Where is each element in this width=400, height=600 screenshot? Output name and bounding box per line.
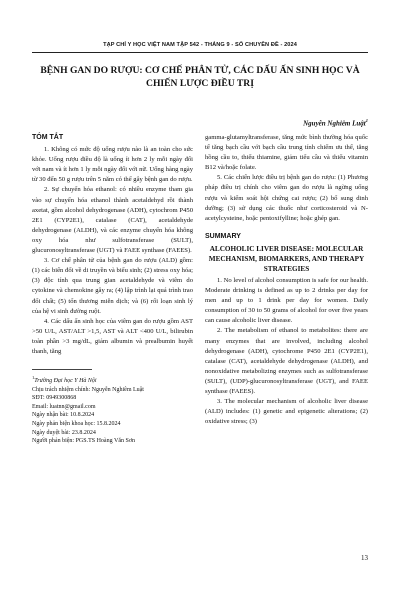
summary-vi-paragraph-continued: gamma-glutamyltransferase, tăng mức bình thường hóa quốc tế tăng bạch cầu với bạch cầu trung tính chiếm ưu thế, tăng hồng cầu to, thiếu thiamine, giảm tiểu cầu và thiếu vitamin B12 và/hoặc folate. <box>205 134 368 172</box>
summary-en-paragraph: 1. No level of alcohol consumption is safe for our health. Moderate drinking is defined as up to 2 drinks per day for men and up to 1 drink per day for women. Daily consumption of 30 to 50 grams of alcohol for over five years can cause alcoholic liver disease. <box>205 276 368 325</box>
left-column <box>32 133 193 446</box>
footnote-line: Ngày nhận bài: 10.8.2024 <box>32 412 95 419</box>
summary-vi-heading: TÓM TẮT <box>32 134 64 141</box>
footnote-line: Người phản biện: PGS.TS Hoàng Văn Sơn <box>32 438 135 445</box>
summary-vi-paragraph: 2. Sự chuyển hóa ethanol: có nhiều enzyme tham gia vào sự chuyển hóa ethanol thành acetaldehyd rồi thành axetat, gồm alcohol dehydrogenase (ADH), cytochrom P450 2E1 (CYP2E1), catalase (CAT), acetaldehyde dehydrogenase (ALDH), và các enzyme chuyển hóa không oxy hóa như sulfotransferase (SULT), glucuronosyltransferase (UGT) và FAEE synthase (FAEES). <box>32 186 193 255</box>
footnote-divider <box>32 369 92 370</box>
summary-vi-paragraph: 4. Các dấu ấn sinh học của viêm gan do rượu gồm AST >50 U/L, AST/ALT >1,5, AST và ALT <400 U/L, bilirubin toàn phần >3 mg/dL, giảm albumin và prealbumin huyết thanh, tăng <box>32 317 193 355</box>
author-affiliation-mark: 1 <box>365 118 368 123</box>
summary-en-paragraph: 3. The molecular mechanism of alcoholic liver disease (ALD) includes: (1) genetic and epigenetic alterations; (2) oxidative stress; (3) <box>205 398 368 426</box>
summary-en-paragraph: 2. The metabolism of ethanol to metabolites: there are many enzymes that are involved, including alcohol dehydrogenase (ADH), cytochrome P450 2E1 (CYP2E1), catalase (CAT), acetaldehyde dehydrogenase (ALDH), and nonoxidative metabolizing enzymes such as sulfotransferase (SULT), (UDP)-glucuronosyltransferase (UGT), and FAEE synthase (FAEES). <box>205 327 368 395</box>
footnote-line: Chịu trách nhiệm chính: Nguyễn Nghiêm Luật <box>32 386 144 393</box>
article-title: BỆNH GAN DO RƯỢU: CƠ CHẾ PHÂN TỬ, CÁC DẤU ẤN SINH HỌC VÀ CHIẾN LƯỢC ĐIỀU TRỊ <box>40 65 360 89</box>
summary-vi-paragraph: 5. Các chiến lược điều trị bệnh gan do rượu: (1) Phương pháp điều trị chính cho viêm gan do rượu là ngừng uống rượu và kiểm soát hội chứng cai rượu; (2) bổ sung dinh dưỡng; (3) sử dụng các thuốc như corticosteroid và N-acetylcysteine, hoặc pentoxifylline; hoặc ghép gan. <box>205 174 368 222</box>
footnote <box>32 374 193 446</box>
footnote-mark: 1 <box>32 375 35 381</box>
author-line <box>303 118 368 127</box>
footnote-line: Ngày phản biện khoa học: 15.8.2024 <box>32 421 121 428</box>
author-name: Nguyễn Nghiêm Luật <box>303 119 366 128</box>
journal-header: TẠP CHÍ Y HỌC VIỆT NAM TẬP 542 - THÁNG 9 - SỐ CHUYÊN ĐỀ - 2024 <box>103 42 297 48</box>
footnote-affiliation <box>32 374 193 386</box>
right-column <box>205 133 368 427</box>
footnote-email: Email: luatnn@gmail.com <box>32 403 96 410</box>
english-title: ALCOHOLIC LIVER DISEASE: MOLECULAR MECHANISM, BIOMARKERS, AND THERAPY STRATEGIES <box>208 244 365 273</box>
page-number: 13 <box>361 554 368 562</box>
affiliation-text: Trường Đại học Y Hà Nội <box>34 378 97 385</box>
footnote-line: SĐT: 0949300868 <box>32 395 77 402</box>
summary-vi-paragraph: 3. Cơ chế phân tử của bệnh gan do rượu (ALD) gồm: (1) các biến đổi về di truyền và biểu sinh; (2) stress oxy hóa; (3) độc tính qua trung gian acetaldehyde và viêm do cytokine và chemokine gây ra; (4) lập trình lại quá trình trao đổi chất; (5) tổn thương miễn dịch; và (6) rối loạn sinh lý của hệ vi sinh đường ruột. <box>32 257 193 315</box>
footnote-line: Ngày duyệt bài: 23.8.2024 <box>32 429 96 436</box>
summary-vi-paragraph: 1. Không có mức độ uống rượu nào là an toàn cho sức khỏe. Uống rượu điều độ là uống ít hơn 2 ly mỗi ngày đối với nam và ít hơn 1 ly mỗi ngày đối với nữ. Uống hàng ngày từ 30 đến 50 g rượu trên 5 năm có thể gây bệnh gan do rượu. <box>32 146 193 184</box>
header-divider <box>32 52 368 53</box>
summary-en-heading: SUMMARY <box>205 232 241 240</box>
